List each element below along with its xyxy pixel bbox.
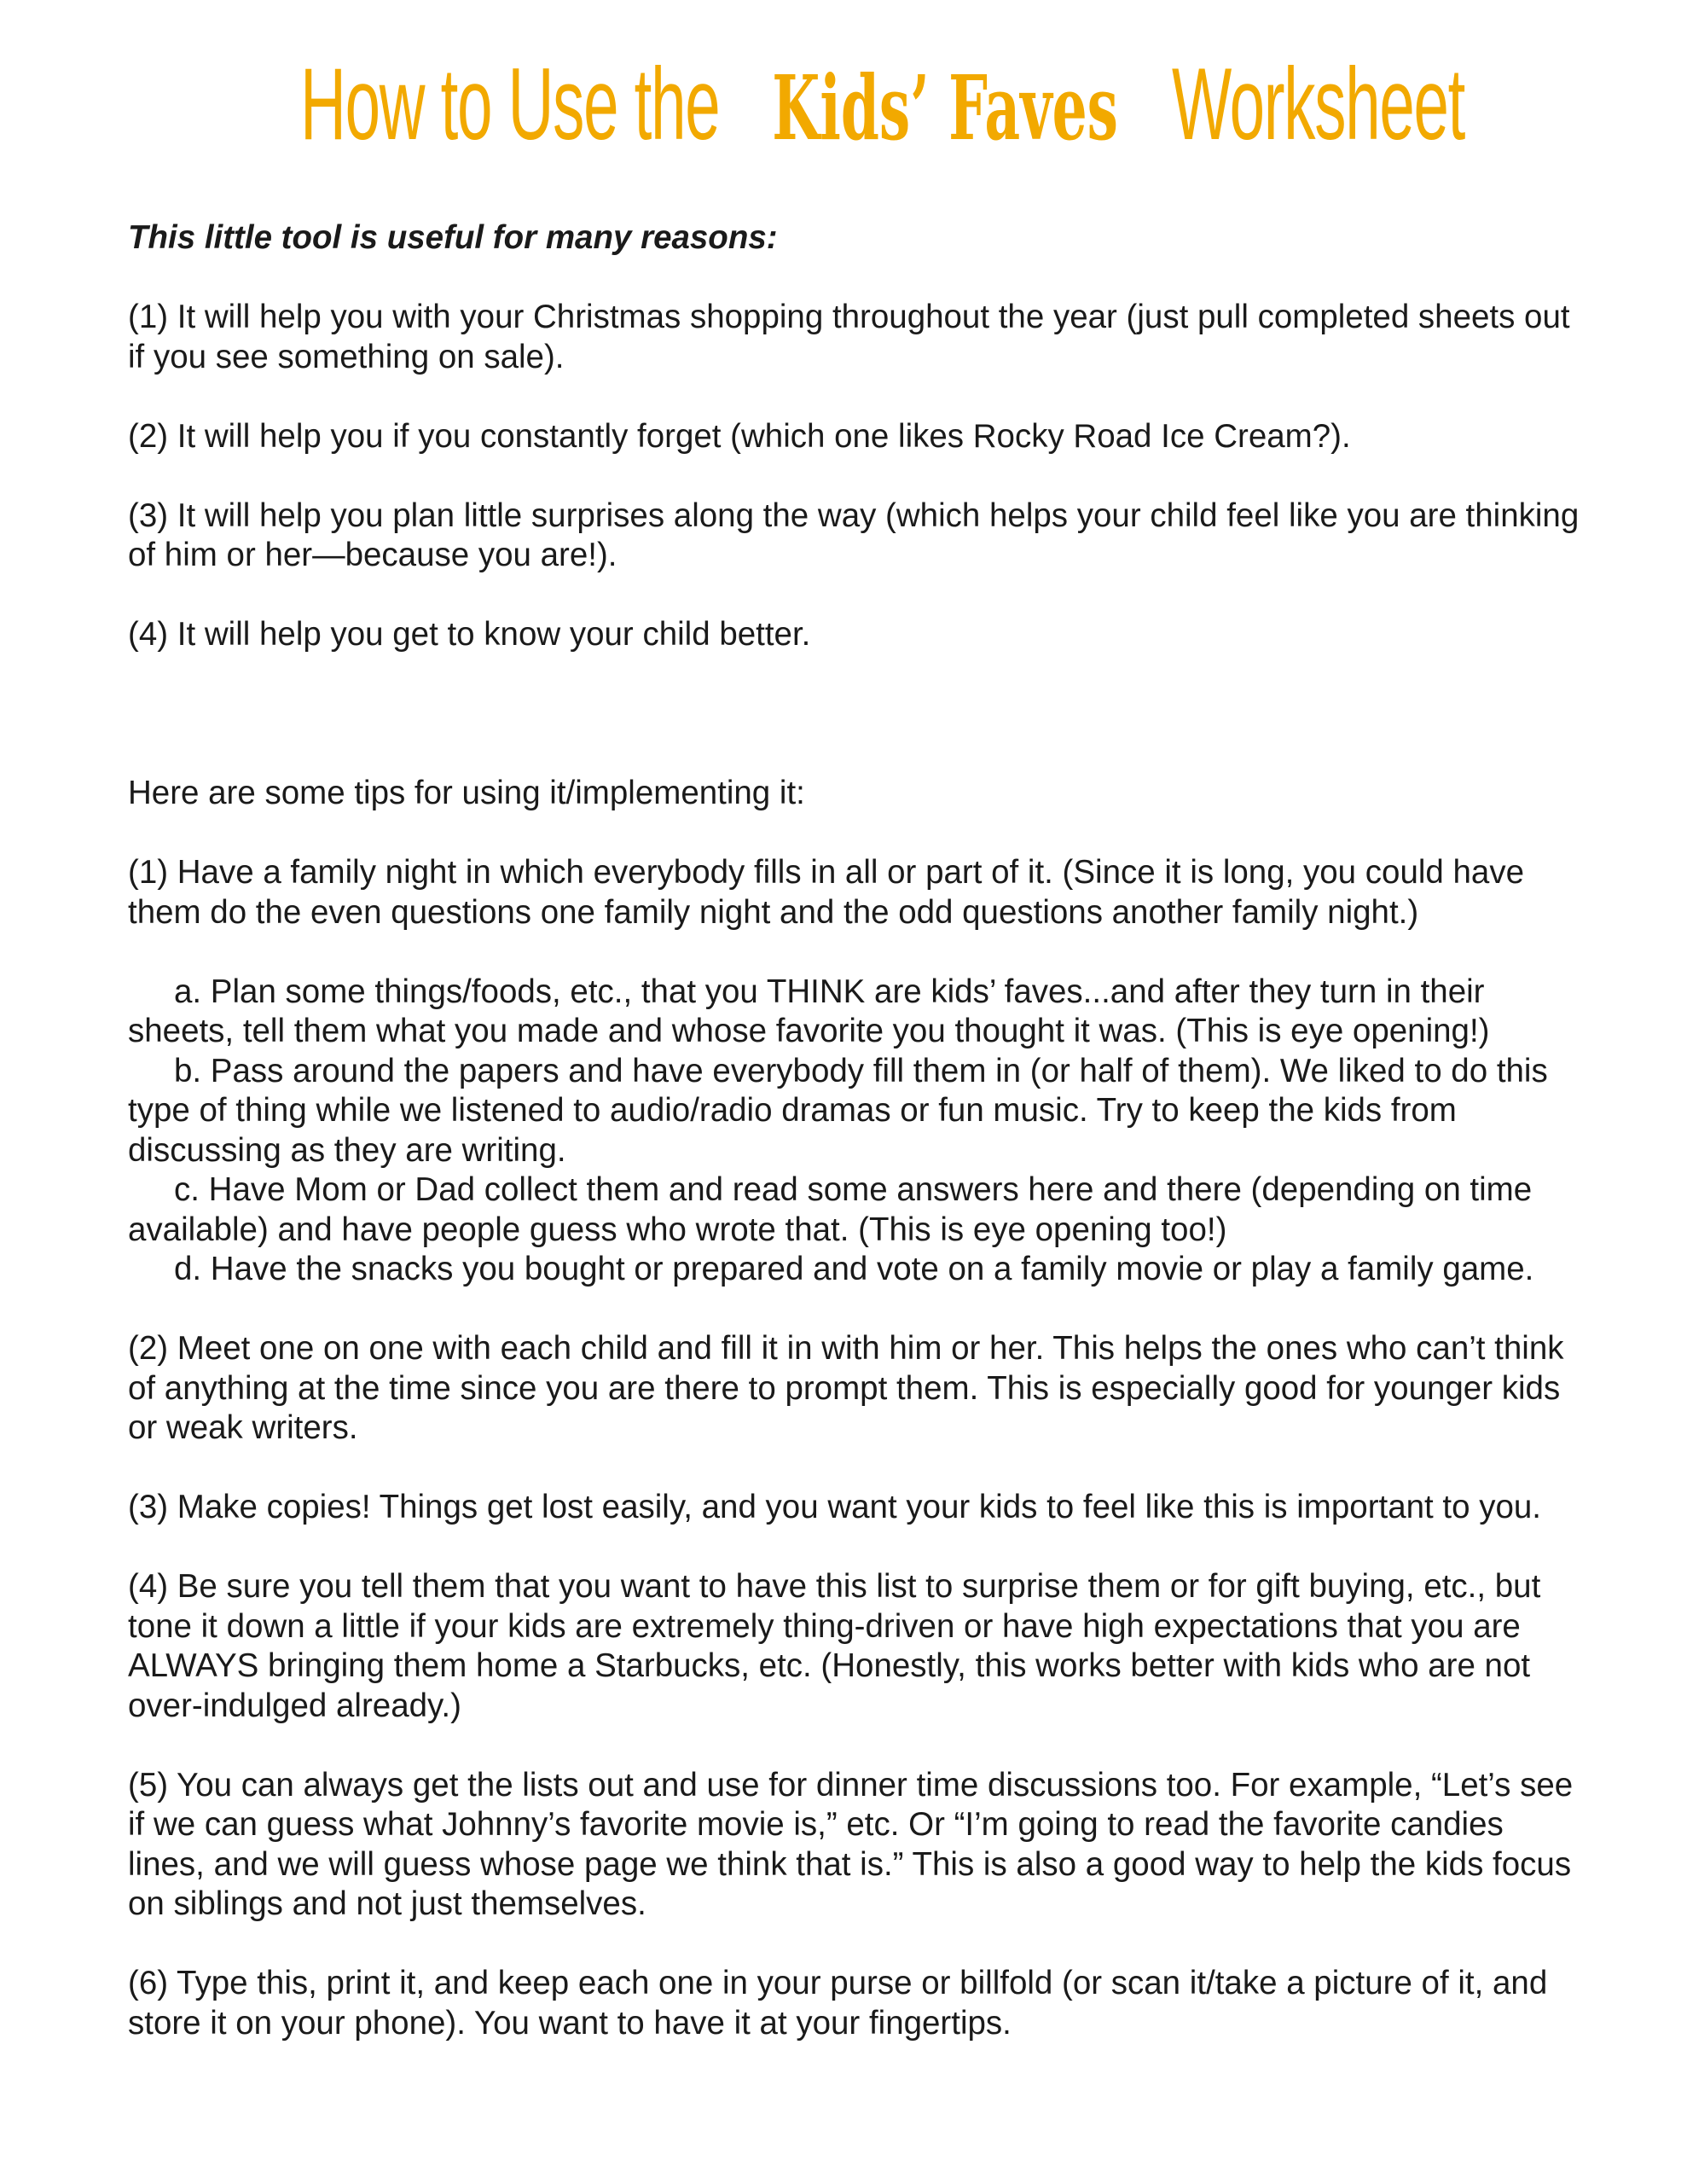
tip-1-sub-d: d. Have the snacks you bought or prepared and vote on a family movie or play a family game. [174,1251,1534,1287]
title-part-1: How to Use the [299,47,720,161]
page-title [0,47,1687,161]
tip-1-sub-a: a. Plan some things/foods, etc., that you THINK are kids’ faves...and after they turn in their sheets, tell them what you made and whose favorite you thought it was. (This is eye opening!) [128,973,1490,1049]
tip-6: (6) Type this, print it, and keep each one in your purse or billfold (or scan it/take a picture of it, and store it on your phone). You want to have it at your fingertips. [128,1965,1548,2042]
reason-4: (4) It will help you get to know your child better. [128,616,811,653]
tip-5: (5) You can always get the lists out and use for dinner time discussions too. For example, “Let’s see if we can guess what Johnny’s favorite movie is,” etc. Or “I’m going to read the favorite candies lines, and we will guess whose page we think that is.” This is also a good way to help the kids focus on siblings and not just themselves. [128,1766,1574,1922]
tip-4: (4) Be sure you tell them that you want to have this list to surprise them or for gift buying, etc., but tone it down a little if your kids are extremely thing-driven or have high expectations that you are ALWAYS bringing them home a Starbucks, etc. (Honestly, this works better with kids who are not over-indulged already.) [128,1568,1541,1724]
tip-2: (2) Meet one on one with each child and fill it in with him or her. This helps the ones who can’t think of anything at the time since you are there to prompt them. This is especially good for younger kids or weak writers. [128,1330,1564,1446]
reason-1: (1) It will help you with your Christmas shopping throughout the year (just pull completed sheets out if you see something on sale). [128,299,1570,375]
title-part-2: Kids’ Faves [772,55,1119,160]
reason-2: (2) It will help you if you constantly forget (which one likes Rocky Road Ice Cream?). [128,417,1351,455]
tips-heading: Here are some tips for using it/implementing it: [128,775,805,811]
tip-1-sub-c: c. Have Mom or Dad collect them and read some answers here and there (depending on time available) and have people guess who wrote that. (This is eye opening too!) [128,1171,1533,1248]
tip-1: (1) Have a family night in which everybody fills in all or part of it. (Since it is long, you could have them do the even questions one family night and the odd questions another family night.) [128,854,1525,931]
intro-heading: This little tool is useful for many reasons: [128,219,778,256]
document-body [128,218,1586,2043]
title-part-3: Worksheet [1171,47,1465,161]
tip-1-sub-b: b. Pass around the papers and have everybody fill them in (or half of them). We liked to do this type of thing while we listened to audio/radio dramas or fun music. Try to keep the kids from discussing as they are writing. [128,1052,1548,1169]
tip-3: (3) Make copies! Things get lost easily, and you want your kids to feel like this is important to you. [128,1489,1542,1525]
reason-3: (3) It will help you plan little surprises along the way (which helps your child feel like you are thinking of him or her—because you are!). [128,497,1580,573]
